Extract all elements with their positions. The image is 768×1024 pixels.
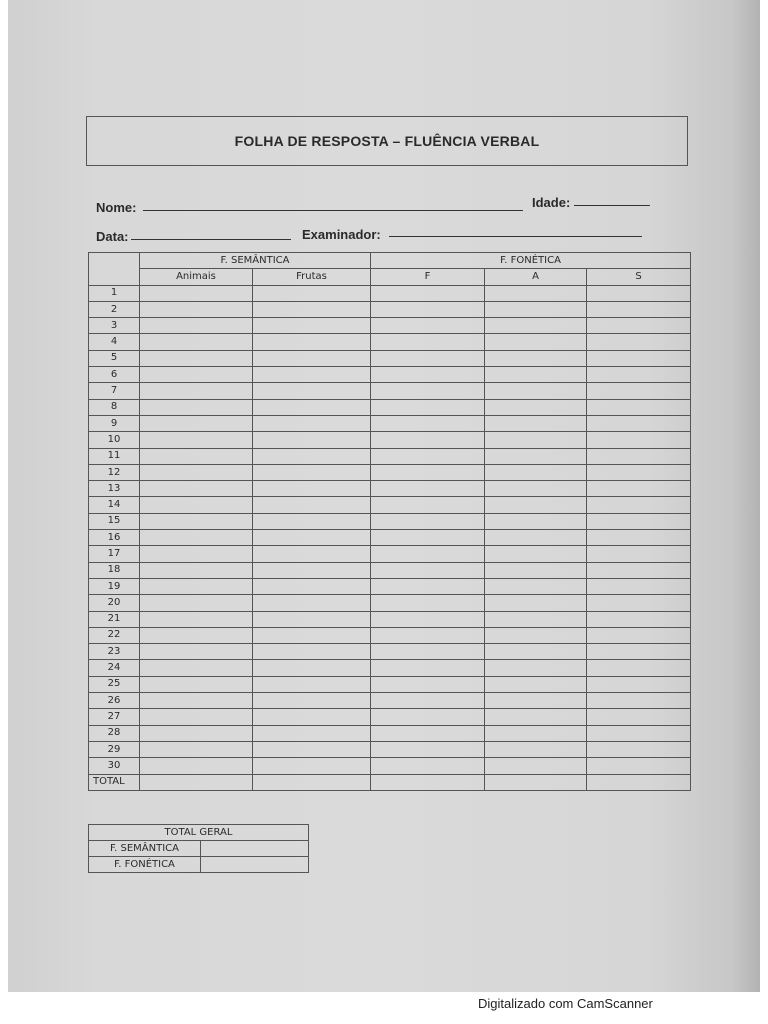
answer-cell[interactable] — [140, 367, 253, 383]
answer-cell[interactable] — [371, 285, 485, 301]
table-row — [89, 611, 691, 627]
total-geral-title: TOTAL GERAL — [89, 825, 309, 841]
total-geral-table — [88, 824, 309, 873]
answer-cell[interactable] — [371, 367, 485, 383]
answer-cell[interactable] — [485, 758, 587, 774]
answer-cell[interactable] — [371, 432, 485, 448]
answer-cell[interactable] — [253, 285, 371, 301]
answer-cell[interactable] — [587, 481, 691, 497]
col-animais: Animais — [140, 269, 253, 285]
table-row — [89, 660, 691, 676]
answer-cell[interactable] — [371, 709, 485, 725]
table-row — [89, 399, 691, 415]
answer-cell[interactable] — [587, 611, 691, 627]
sub-header-row — [89, 269, 691, 285]
answer-cell[interactable] — [253, 611, 371, 627]
total-row — [89, 774, 691, 790]
answer-cell[interactable] — [140, 774, 253, 790]
answer-cell[interactable] — [587, 578, 691, 594]
col-a: A — [485, 269, 587, 285]
table-row — [89, 383, 691, 399]
data-label: Data: — [96, 229, 129, 244]
table-row — [89, 415, 691, 431]
answer-cell[interactable] — [253, 546, 371, 562]
row-number: 25 — [89, 676, 140, 692]
answer-cell[interactable] — [253, 415, 371, 431]
answer-cell[interactable] — [253, 660, 371, 676]
total-row — [89, 841, 309, 857]
row-number: 3 — [89, 318, 140, 334]
answer-cell[interactable] — [253, 334, 371, 350]
answer-cell[interactable] — [140, 383, 253, 399]
answer-cell[interactable] — [371, 513, 485, 529]
table-row — [89, 709, 691, 725]
group-header-row — [89, 253, 691, 269]
answer-cell[interactable] — [253, 774, 371, 790]
row-number: 21 — [89, 611, 140, 627]
table-row — [89, 497, 691, 513]
answer-cell[interactable] — [485, 578, 587, 594]
answer-cell[interactable] — [587, 334, 691, 350]
table-row — [89, 513, 691, 529]
answer-cell[interactable] — [485, 660, 587, 676]
answer-cell[interactable] — [587, 627, 691, 643]
table-row — [89, 546, 691, 562]
answer-cell[interactable] — [140, 709, 253, 725]
answer-cell[interactable] — [253, 578, 371, 594]
answer-cell[interactable] — [253, 693, 371, 709]
answer-cell[interactable] — [253, 399, 371, 415]
answer-cell[interactable] — [587, 350, 691, 366]
answer-cell[interactable] — [485, 497, 587, 513]
answer-cell[interactable] — [485, 595, 587, 611]
row-number: 22 — [89, 627, 140, 643]
answer-cell[interactable] — [485, 562, 587, 578]
answer-cell[interactable] — [371, 301, 485, 317]
table-row — [89, 693, 691, 709]
total-row — [89, 857, 309, 873]
row-number: 7 — [89, 383, 140, 399]
answer-cell[interactable] — [253, 464, 371, 480]
answer-cell[interactable] — [371, 481, 485, 497]
answer-cell[interactable] — [253, 562, 371, 578]
row-number: 12 — [89, 464, 140, 480]
table-row — [89, 741, 691, 757]
answer-cell[interactable] — [253, 481, 371, 497]
table-row — [89, 530, 691, 546]
answer-cell[interactable] — [140, 644, 253, 660]
corner-cell — [89, 253, 140, 269]
row-number: 14 — [89, 497, 140, 513]
answer-cell[interactable] — [587, 318, 691, 334]
row-number: 26 — [89, 693, 140, 709]
row-number: 5 — [89, 350, 140, 366]
answer-cell[interactable] — [140, 513, 253, 529]
answer-cell[interactable] — [253, 595, 371, 611]
row-number: 18 — [89, 562, 140, 578]
answer-cell[interactable] — [253, 513, 371, 529]
row-number: 30 — [89, 758, 140, 774]
answer-cell[interactable] — [587, 741, 691, 757]
answer-cell[interactable] — [485, 725, 587, 741]
table-row — [89, 318, 691, 334]
answer-cell[interactable] — [140, 546, 253, 562]
answer-cell[interactable] — [371, 578, 485, 594]
answer-cell[interactable] — [253, 725, 371, 741]
answer-cell[interactable] — [371, 644, 485, 660]
answer-cell[interactable] — [371, 497, 485, 513]
answer-cell[interactable] — [587, 595, 691, 611]
answer-cell[interactable] — [587, 285, 691, 301]
total-label: TOTAL — [89, 774, 140, 790]
answer-cell[interactable] — [485, 432, 587, 448]
answer-cell[interactable] — [485, 676, 587, 692]
answer-cell[interactable] — [485, 513, 587, 529]
fonetica-header: F. FONÉTICA — [371, 253, 691, 269]
answer-cell[interactable] — [587, 774, 691, 790]
table-row — [89, 562, 691, 578]
answer-cell[interactable] — [371, 415, 485, 431]
total-semantica-label: F. SEMÂNTICA — [89, 841, 201, 857]
answer-cell[interactable] — [587, 693, 691, 709]
answer-cell[interactable] — [253, 383, 371, 399]
answer-cell[interactable] — [587, 415, 691, 431]
answer-cell[interactable] — [587, 383, 691, 399]
answer-cell[interactable] — [587, 725, 691, 741]
table-row — [89, 464, 691, 480]
answer-cell[interactable] — [253, 448, 371, 464]
answer-cell[interactable] — [140, 497, 253, 513]
answer-cell[interactable] — [587, 644, 691, 660]
answer-cell[interactable] — [485, 774, 587, 790]
answer-cell[interactable] — [485, 301, 587, 317]
answer-cell[interactable] — [485, 611, 587, 627]
answer-cell[interactable] — [253, 497, 371, 513]
answer-cell[interactable] — [140, 741, 253, 757]
answer-cell[interactable] — [371, 318, 485, 334]
table-row — [89, 676, 691, 692]
table-row — [89, 367, 691, 383]
answer-cell[interactable] — [253, 709, 371, 725]
examinador-line[interactable] — [389, 236, 642, 237]
answer-cell[interactable] — [140, 350, 253, 366]
total-fonetica-value[interactable] — [201, 857, 309, 873]
answer-cell[interactable] — [371, 562, 485, 578]
answer-cell[interactable] — [485, 334, 587, 350]
answer-cell[interactable] — [371, 546, 485, 562]
answer-cell[interactable] — [371, 530, 485, 546]
answer-cell[interactable] — [140, 285, 253, 301]
answer-cell[interactable] — [140, 415, 253, 431]
row-number: 6 — [89, 367, 140, 383]
answer-cell[interactable] — [485, 546, 587, 562]
answer-cell[interactable] — [587, 709, 691, 725]
answer-cell[interactable] — [587, 758, 691, 774]
row-number: 11 — [89, 448, 140, 464]
nome-line[interactable] — [143, 210, 523, 211]
answer-cell[interactable] — [485, 350, 587, 366]
col-f: F — [371, 269, 485, 285]
answer-cell[interactable] — [371, 758, 485, 774]
answer-cell[interactable] — [140, 660, 253, 676]
answer-cell[interactable] — [485, 741, 587, 757]
answer-cell[interactable] — [253, 432, 371, 448]
answer-cell[interactable] — [371, 725, 485, 741]
row-number: 15 — [89, 513, 140, 529]
answer-cell[interactable] — [485, 367, 587, 383]
col-s: S — [587, 269, 691, 285]
table-row — [89, 432, 691, 448]
row-number: 27 — [89, 709, 140, 725]
table-row — [89, 578, 691, 594]
answer-cell[interactable] — [371, 448, 485, 464]
answer-cell[interactable] — [140, 464, 253, 480]
answer-cell[interactable] — [371, 741, 485, 757]
answer-cell[interactable] — [485, 285, 587, 301]
total-fonetica-label: F. FONÉTICA — [89, 857, 201, 873]
row-number: 13 — [89, 481, 140, 497]
table-row — [89, 725, 691, 741]
answer-cell[interactable] — [485, 415, 587, 431]
answer-cell[interactable] — [140, 481, 253, 497]
answer-cell[interactable] — [371, 334, 485, 350]
answer-cell[interactable] — [140, 611, 253, 627]
table-row — [89, 627, 691, 643]
table-row — [89, 301, 691, 317]
answer-cell[interactable] — [140, 725, 253, 741]
paper-shadow-edge — [732, 0, 760, 992]
answer-cell[interactable] — [253, 758, 371, 774]
semantica-header: F. SEMÂNTICA — [140, 253, 371, 269]
answer-cell[interactable] — [371, 676, 485, 692]
answer-cell[interactable] — [140, 318, 253, 334]
table-row — [89, 758, 691, 774]
answer-cell[interactable] — [253, 530, 371, 546]
answer-cell[interactable] — [485, 530, 587, 546]
answer-cell[interactable] — [140, 578, 253, 594]
row-number: 29 — [89, 741, 140, 757]
answer-cell[interactable] — [371, 611, 485, 627]
answer-cell[interactable] — [587, 546, 691, 562]
row-number: 28 — [89, 725, 140, 741]
table-row — [89, 285, 691, 301]
answer-cell[interactable] — [253, 301, 371, 317]
answer-cell[interactable] — [371, 350, 485, 366]
answer-cell[interactable] — [140, 530, 253, 546]
answer-cell[interactable] — [253, 627, 371, 643]
table-row — [89, 481, 691, 497]
answer-cell[interactable] — [485, 644, 587, 660]
answer-cell[interactable] — [140, 399, 253, 415]
answer-cell[interactable] — [485, 399, 587, 415]
answer-cell[interactable] — [371, 383, 485, 399]
answer-table — [88, 252, 691, 791]
answer-cell[interactable] — [140, 676, 253, 692]
row-number: 20 — [89, 595, 140, 611]
table-row — [89, 595, 691, 611]
answer-cell[interactable] — [485, 448, 587, 464]
answer-cell[interactable] — [253, 741, 371, 757]
answer-cell[interactable] — [371, 693, 485, 709]
answer-cell[interactable] — [587, 530, 691, 546]
form-title-box — [86, 116, 688, 166]
row-number: 17 — [89, 546, 140, 562]
answer-cell[interactable] — [140, 693, 253, 709]
answer-cell[interactable] — [140, 334, 253, 350]
answer-cell[interactable] — [371, 660, 485, 676]
table-row — [89, 334, 691, 350]
data-line[interactable] — [131, 239, 291, 240]
answer-cell[interactable] — [587, 399, 691, 415]
answer-cell[interactable] — [587, 448, 691, 464]
answer-cell[interactable] — [587, 513, 691, 529]
row-number: 9 — [89, 415, 140, 431]
row-number: 1 — [89, 285, 140, 301]
answer-cell[interactable] — [485, 464, 587, 480]
answer-cell[interactable] — [253, 676, 371, 692]
answer-cell[interactable] — [371, 464, 485, 480]
answer-cell[interactable] — [253, 367, 371, 383]
answer-cell[interactable] — [140, 448, 253, 464]
row-number: 4 — [89, 334, 140, 350]
answer-cell[interactable] — [140, 301, 253, 317]
answer-cell[interactable] — [140, 627, 253, 643]
examinador-label: Examinador: — [302, 227, 381, 242]
answer-cell[interactable] — [140, 595, 253, 611]
scanner-watermark: Digitalizado com CamScanner — [478, 996, 653, 1011]
answer-cell[interactable] — [485, 693, 587, 709]
answer-cell[interactable] — [371, 774, 485, 790]
answer-cell[interactable] — [587, 464, 691, 480]
answer-cell[interactable] — [371, 595, 485, 611]
answer-cell[interactable] — [140, 758, 253, 774]
table-row — [89, 350, 691, 366]
answer-cell[interactable] — [371, 399, 485, 415]
row-number: 8 — [89, 399, 140, 415]
answer-cell[interactable] — [485, 383, 587, 399]
nome-label: Nome: — [96, 200, 137, 215]
answer-cell[interactable] — [485, 709, 587, 725]
col-frutas: Frutas — [253, 269, 371, 285]
idade-label: Idade: — [532, 195, 571, 210]
answer-cell[interactable] — [253, 350, 371, 366]
answer-cell[interactable] — [587, 562, 691, 578]
answer-cell[interactable] — [140, 432, 253, 448]
answer-cell[interactable] — [587, 676, 691, 692]
answer-cell[interactable] — [253, 644, 371, 660]
total-semantica-value[interactable] — [201, 841, 309, 857]
row-number: 2 — [89, 301, 140, 317]
answer-cell[interactable] — [140, 562, 253, 578]
answer-cell[interactable] — [485, 627, 587, 643]
form-title: FOLHA DE RESPOSTA – FLUÊNCIA VERBAL — [234, 133, 540, 149]
table-row — [89, 644, 691, 660]
row-number: 24 — [89, 660, 140, 676]
idade-line[interactable] — [574, 205, 650, 206]
answer-cell[interactable] — [253, 318, 371, 334]
row-number: 23 — [89, 644, 140, 660]
corner-cell-lower — [89, 269, 140, 285]
table-row — [89, 448, 691, 464]
answer-cell[interactable] — [587, 497, 691, 513]
row-number: 19 — [89, 578, 140, 594]
answer-cell[interactable] — [485, 481, 587, 497]
answer-cell[interactable] — [587, 367, 691, 383]
answer-cell[interactable] — [587, 301, 691, 317]
answer-cell[interactable] — [587, 660, 691, 676]
row-number: 16 — [89, 530, 140, 546]
answer-cell[interactable] — [485, 318, 587, 334]
answer-cell[interactable] — [587, 432, 691, 448]
row-number: 10 — [89, 432, 140, 448]
answer-cell[interactable] — [371, 627, 485, 643]
